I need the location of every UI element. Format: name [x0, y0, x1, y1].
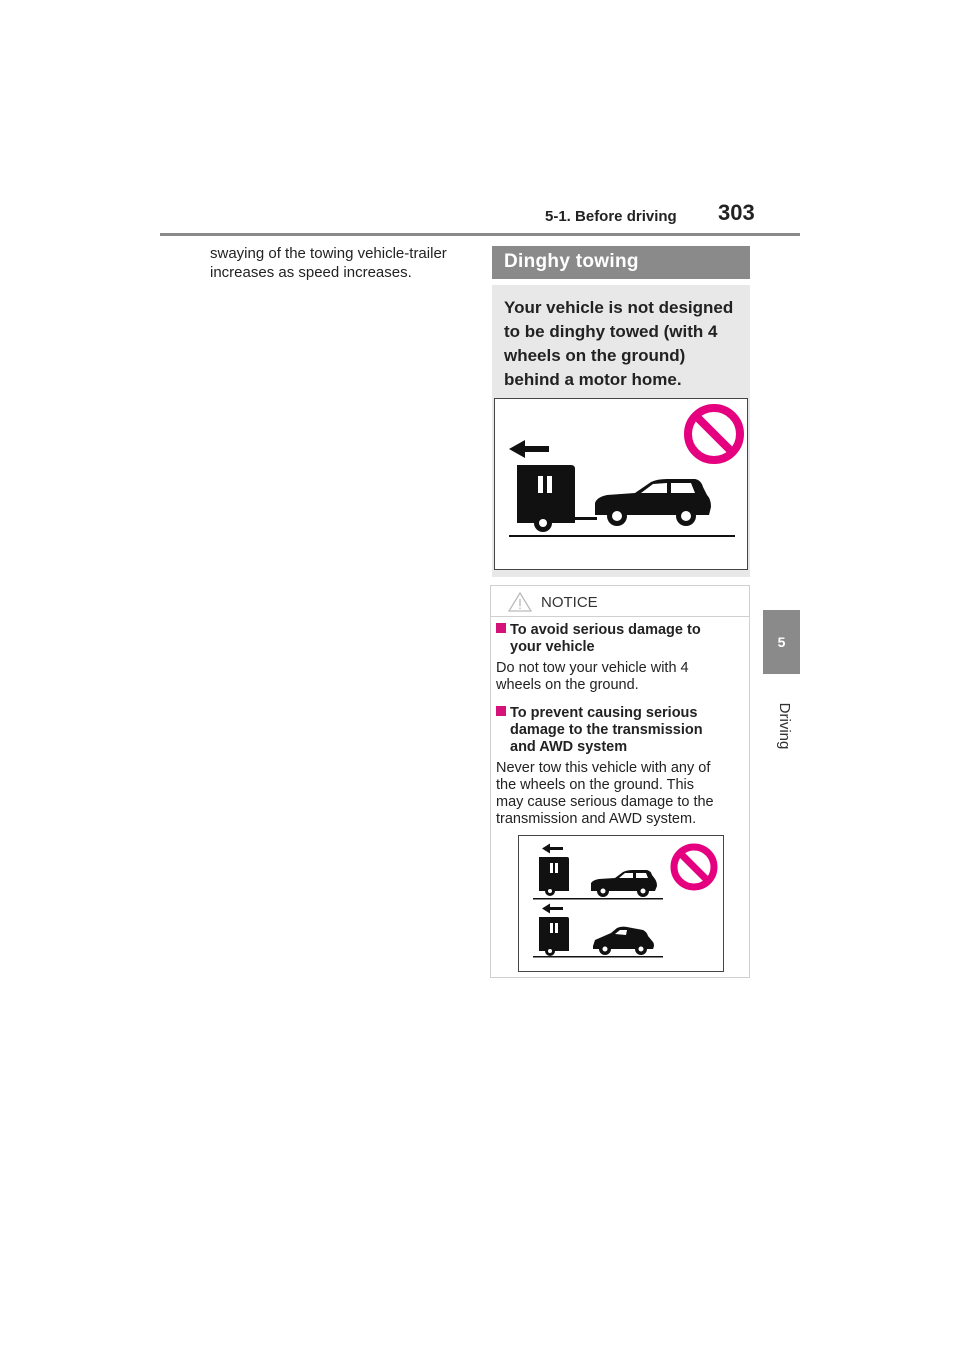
lead-line: Your vehicle is not designed: [504, 298, 734, 317]
suv-vehicle-icon: [591, 870, 657, 897]
heading-line: and AWD system: [510, 739, 628, 755]
body-line: increases as speed increases.: [210, 264, 412, 281]
direction-arrow-icon: [542, 844, 563, 854]
prohibition-icon: [674, 847, 714, 887]
ground-line: [533, 956, 663, 958]
body-text: [210, 244, 480, 282]
dinghy-tow-svg: [495, 399, 747, 569]
ground-line: [533, 898, 663, 900]
section-title: 5-1. Before driving: [545, 208, 677, 225]
lead-line: to be dinghy towed (with 4: [504, 322, 718, 341]
warning-triangle-icon: [507, 591, 533, 613]
chapter-tab-label: Driving: [776, 702, 793, 750]
notice-box: [490, 585, 750, 978]
ground-line: [509, 535, 735, 537]
square-bullet-icon: [496, 706, 506, 716]
suv-vehicle-icon: [595, 479, 711, 526]
notice-item1-heading: [496, 622, 741, 656]
dinghy-tow-illustration: [494, 398, 748, 570]
dinghy-towing-panel: [492, 285, 750, 577]
lead-line: behind a motor home.: [504, 370, 682, 389]
heading-line: To prevent causing serious: [510, 705, 698, 721]
notice-title: NOTICE: [541, 594, 598, 611]
chapter-tab-number: 5: [777, 634, 786, 650]
notice-item1-body: [496, 660, 744, 694]
direction-arrow-icon: [542, 904, 563, 914]
heading-line: To avoid serious damage to: [510, 622, 701, 638]
two-wheel-tow-svg: [519, 836, 723, 971]
square-bullet-icon: [496, 623, 506, 633]
heading-line: damage to the transmission: [510, 722, 703, 738]
two-wheel-tow-illustration: [518, 835, 724, 972]
dinghy-lead-text: [504, 296, 744, 392]
page-number: 303: [718, 200, 755, 225]
notice-header: [491, 586, 749, 617]
body-line: may cause serious damage to the: [496, 794, 714, 810]
body-line: Do not tow your vehicle with 4: [496, 660, 689, 676]
notice-item2-body: [496, 760, 744, 828]
body-line: transmission and AWD system.: [496, 811, 697, 827]
direction-arrow-icon: [509, 440, 549, 458]
motor-home-icon: [539, 917, 569, 956]
header-rule: [160, 233, 800, 236]
notice-item2-heading: [496, 705, 741, 756]
prohibition-icon: [688, 408, 740, 460]
lead-line: wheels on the ground): [504, 346, 686, 365]
body-line: Never tow this vehicle with any of: [496, 760, 711, 776]
body-line: the wheels on the ground. This: [496, 777, 695, 793]
heading-line: your vehicle: [510, 639, 595, 655]
dinghy-towing-heading: Dinghy towing: [492, 246, 750, 279]
chapter-tab: [763, 610, 800, 674]
suv-vehicle-icon: [593, 927, 654, 955]
motor-home-icon: [539, 857, 569, 896]
body-line: wheels on the ground.: [496, 677, 639, 693]
body-line: swaying of the towing vehicle-trailer: [210, 245, 447, 262]
motor-home-icon: [517, 465, 597, 532]
